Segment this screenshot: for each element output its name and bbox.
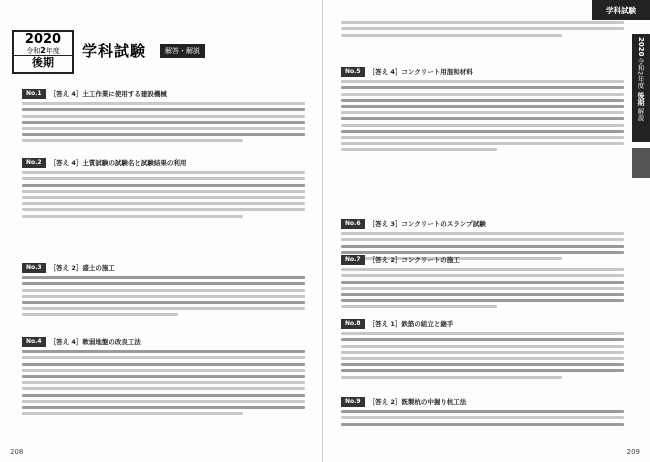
answer-explanation-badge: 解答・解説 bbox=[160, 44, 205, 58]
explanation-text bbox=[22, 102, 305, 142]
explanation-text bbox=[341, 332, 624, 378]
side-index-tab-secondary bbox=[632, 148, 650, 178]
question-number: No.6 bbox=[341, 219, 365, 229]
section-no2 bbox=[22, 157, 305, 221]
exam-era: 令和2年度 bbox=[26, 46, 60, 55]
running-head: 学科試験 bbox=[592, 0, 650, 20]
answer-heading: ［答え 2］コンクリートの施工 bbox=[368, 256, 460, 264]
page-title: 学科試験 bbox=[82, 42, 147, 60]
question-number: No.5 bbox=[341, 67, 365, 77]
question-number: No.8 bbox=[341, 319, 365, 329]
page-number-left: 208 bbox=[10, 448, 24, 456]
exam-term: 後期 bbox=[14, 55, 72, 70]
question-number: No.1 bbox=[22, 89, 46, 99]
answer-heading: ［答え 4］軟弱地盤の改良工法 bbox=[49, 338, 141, 346]
question-number: No.4 bbox=[22, 337, 46, 347]
explanation-text bbox=[22, 171, 305, 217]
left-page bbox=[0, 0, 323, 462]
side-index-tab: 2020 令和2年度 後期 解説 bbox=[632, 34, 650, 142]
explanation-text bbox=[22, 350, 305, 415]
answer-heading: ［答え 2］盛土の施工 bbox=[49, 264, 115, 272]
right-page bbox=[327, 0, 650, 462]
section-no3 bbox=[22, 262, 305, 320]
answer-heading: ［答え 2］既製杭の中掘り杭工法 bbox=[368, 398, 467, 406]
section-no5 bbox=[341, 66, 624, 154]
question-number: No.2 bbox=[22, 158, 46, 168]
question-number: No.7 bbox=[341, 255, 365, 265]
section-no1 bbox=[22, 88, 305, 146]
answer-heading: ［答え 1］鉄筋の組立と継手 bbox=[368, 320, 454, 328]
section-no8 bbox=[341, 318, 624, 382]
answer-heading: ［答え 4］土工作業に使用する建設機械 bbox=[49, 90, 167, 98]
exam-year-box bbox=[12, 30, 74, 74]
answer-heading: ［答え 4］コンクリート用混和材料 bbox=[368, 68, 473, 76]
answer-heading: ［答え 3］コンクリートのスランプ試験 bbox=[368, 220, 486, 228]
section-no4 bbox=[22, 336, 305, 418]
answer-heading: ［答え 4］土質試験の試験名と試験結果の利用 bbox=[49, 159, 187, 167]
section-no7 bbox=[341, 254, 624, 312]
exam-year: 2020 bbox=[24, 32, 62, 47]
section-no9 bbox=[341, 396, 624, 429]
explanation-text bbox=[22, 276, 305, 316]
question-number: No.9 bbox=[341, 397, 365, 407]
question-number: No.3 bbox=[22, 263, 46, 273]
explanation-text bbox=[341, 268, 624, 308]
page-number-right: 209 bbox=[626, 448, 640, 456]
explanation-text bbox=[341, 80, 624, 151]
explanation-text bbox=[341, 410, 624, 425]
continued-text bbox=[341, 18, 624, 40]
